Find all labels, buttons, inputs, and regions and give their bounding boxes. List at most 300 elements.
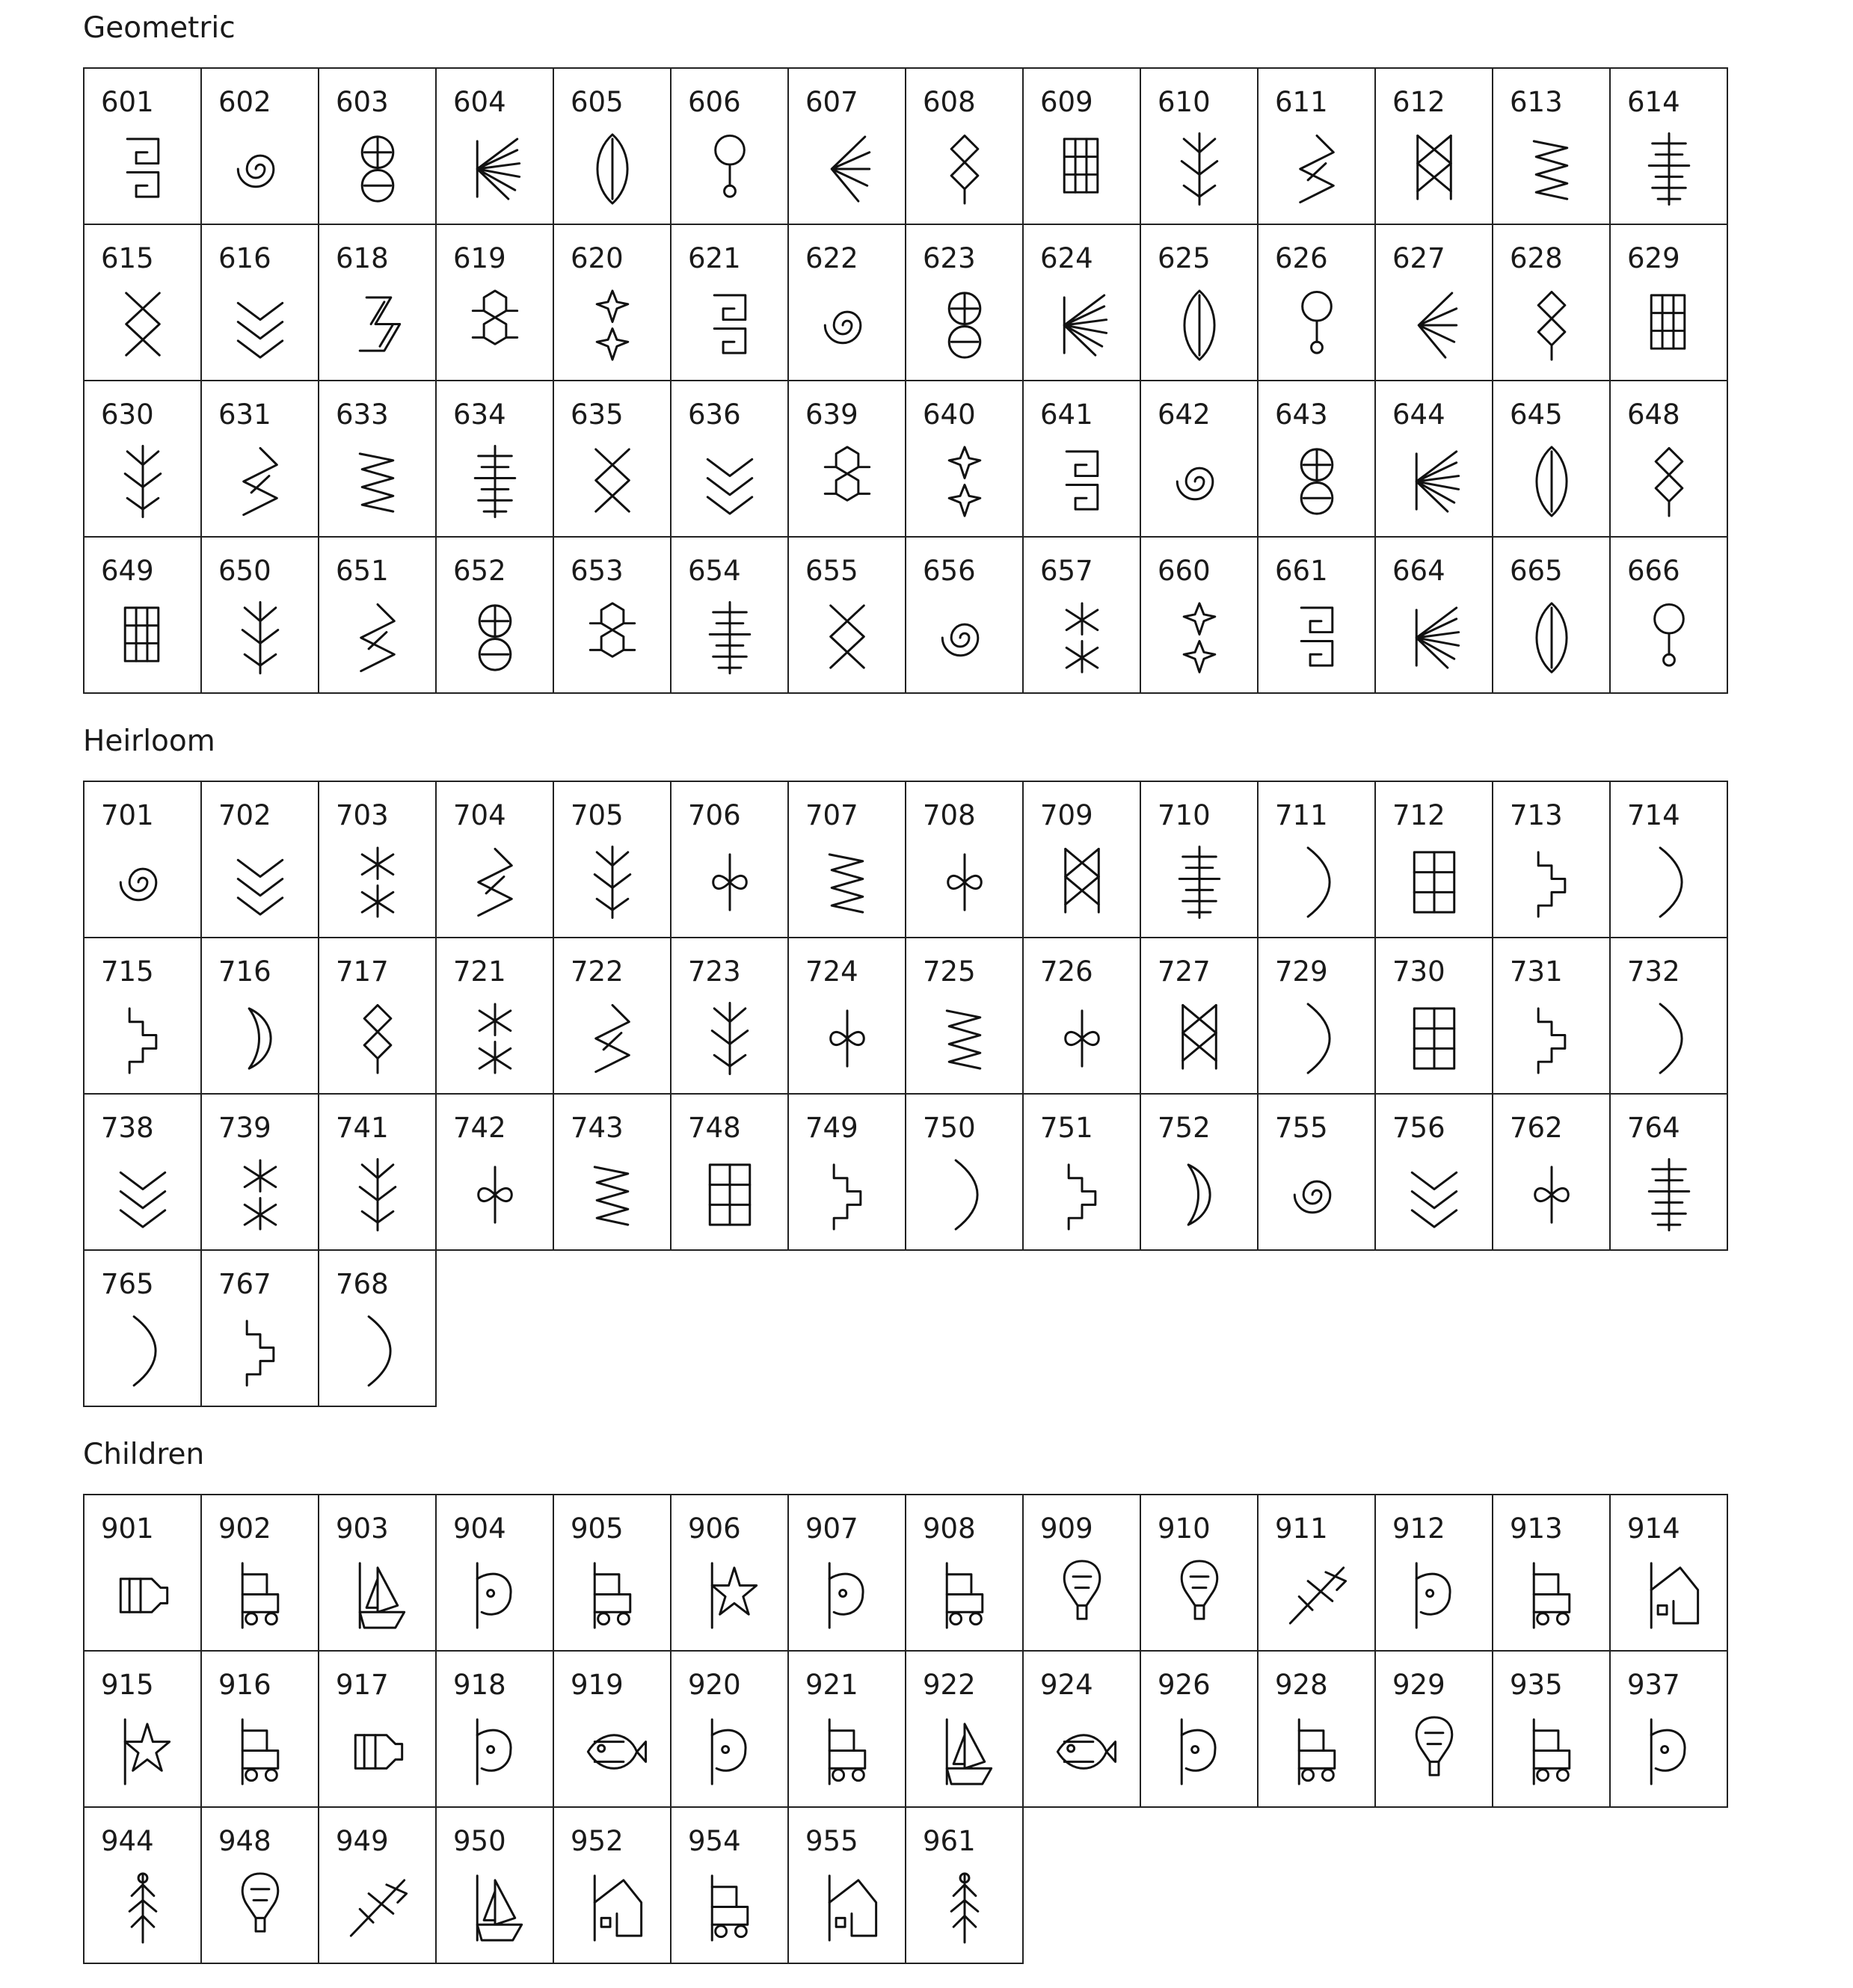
stitch-number: 722 [571, 955, 624, 988]
stitch-cell [672, 381, 789, 538]
stitch-pattern-icon [929, 1713, 1001, 1791]
stitch-cell [1376, 1652, 1493, 1808]
stitch-number: 905 [571, 1512, 624, 1545]
stitch-pattern-icon [342, 1713, 414, 1791]
stitch-cell [1024, 1095, 1141, 1251]
stitch-number: 949 [336, 1825, 389, 1857]
stitch-pattern-icon [577, 843, 648, 921]
stitch-number: 665 [1510, 555, 1563, 587]
stitch-cell [789, 69, 906, 225]
stitch-pattern-icon [1633, 130, 1705, 208]
stitch-number: 644 [1392, 398, 1445, 431]
stitch-cell [1611, 538, 1728, 694]
stitch-pattern-icon [694, 130, 766, 208]
stitch-pattern-icon [929, 130, 1001, 208]
stitch-number: 641 [1040, 398, 1093, 431]
stitch-cell [1141, 1652, 1259, 1808]
stitch-cell [1611, 381, 1728, 538]
stitch-pattern-icon [1516, 1557, 1588, 1634]
stitch-pattern-icon [1516, 286, 1588, 364]
stitch-cell [202, 1652, 319, 1808]
stitch-pattern-icon [1281, 1713, 1353, 1791]
stitch-cell [437, 1652, 554, 1808]
stitch-number: 732 [1627, 955, 1680, 988]
stitch-cell [906, 1095, 1024, 1251]
stitch-number: 920 [688, 1669, 741, 1701]
stitch-pattern-icon [694, 599, 766, 677]
stitch-cell [202, 538, 319, 694]
stitch-cell [84, 1095, 202, 1251]
stitch-cell [789, 225, 906, 381]
stitch-number: 653 [571, 555, 624, 587]
stitch-cell [1493, 938, 1611, 1095]
stitch-cell [319, 538, 437, 694]
stitch-pattern-icon [929, 443, 1001, 520]
stitch-number: 924 [1040, 1669, 1093, 1701]
stitch-number: 716 [218, 955, 271, 988]
stitch-cell [554, 381, 672, 538]
stitch-cell [1259, 225, 1376, 381]
stitch-pattern-icon [342, 1557, 414, 1634]
stitch-number: 752 [1158, 1112, 1211, 1144]
stitch-pattern-icon [224, 286, 296, 364]
stitch-pattern-icon [811, 130, 883, 208]
stitch-pattern-icon [1281, 1000, 1353, 1077]
stitch-cell [202, 782, 319, 938]
stitch-number: 701 [101, 799, 154, 831]
stitch-pattern-icon [577, 1869, 648, 1947]
stitch-cell [1376, 538, 1493, 694]
stitch-cell [906, 381, 1024, 538]
stitch-pattern-icon [577, 1557, 648, 1634]
stitch-pattern-icon [1516, 1713, 1588, 1791]
stitch-number: 935 [1510, 1669, 1563, 1701]
stitch-pattern-icon [1516, 130, 1588, 208]
stitch-number: 915 [101, 1669, 154, 1701]
stitch-grid-geometric [83, 67, 1728, 694]
stitch-cell [1141, 782, 1259, 938]
stitch-number: 603 [336, 86, 389, 118]
stitch-cell [1493, 1495, 1611, 1652]
stitch-cell [906, 1652, 1024, 1808]
stitch-cell [84, 225, 202, 381]
stitch-number: 643 [1275, 398, 1328, 431]
section-title-heirloom: Heirloom [83, 724, 215, 758]
stitch-pattern-icon [811, 286, 883, 364]
stitch-pattern-icon [1046, 843, 1118, 921]
stitch-pattern-icon [224, 130, 296, 208]
stitch-cell [1493, 381, 1611, 538]
stitch-pattern-icon [107, 130, 179, 208]
stitch-pattern-icon [1164, 1557, 1235, 1634]
stitch-number: 614 [1627, 86, 1680, 118]
stitch-number: 709 [1040, 799, 1093, 831]
stitch-number: 630 [101, 398, 154, 431]
stitch-pattern-icon [1516, 1156, 1588, 1234]
stitch-number: 739 [218, 1112, 271, 1144]
stitch-cell [437, 225, 554, 381]
stitch-pattern-icon [342, 1869, 414, 1947]
stitch-cell [1493, 69, 1611, 225]
stitch-number: 626 [1275, 242, 1328, 274]
stitch-pattern-icon [224, 1557, 296, 1634]
stitch-number: 901 [101, 1512, 154, 1545]
stitch-cell [319, 782, 437, 938]
stitch-pattern-icon [107, 843, 179, 921]
stitch-cell [1376, 381, 1493, 538]
stitch-cell [554, 538, 672, 694]
stitch-cell [84, 69, 202, 225]
stitch-number: 730 [1392, 955, 1445, 988]
stitch-number: 961 [923, 1825, 976, 1857]
stitch-pattern-icon [342, 1000, 414, 1077]
stitch-cell [906, 538, 1024, 694]
stitch-cell [1024, 381, 1141, 538]
stitch-pattern-icon [342, 843, 414, 921]
stitch-cell [906, 1495, 1024, 1652]
stitch-number: 912 [1392, 1512, 1445, 1545]
stitch-number: 619 [453, 242, 506, 274]
stitch-pattern-icon [107, 1869, 179, 1947]
stitch-pattern-icon [694, 1713, 766, 1791]
stitch-cell [202, 381, 319, 538]
stitch-pattern-icon [811, 1713, 883, 1791]
stitch-pattern-icon [107, 1312, 179, 1390]
stitch-cell [1611, 782, 1728, 938]
stitch-cell [202, 225, 319, 381]
stitch-number: 748 [688, 1112, 741, 1144]
stitch-cell [202, 1495, 319, 1652]
stitch-cell [1376, 1495, 1493, 1652]
stitch-number: 664 [1392, 555, 1445, 587]
stitch-pattern-icon [1633, 1156, 1705, 1234]
stitch-pattern-icon [1164, 443, 1235, 520]
stitch-cell [319, 1495, 437, 1652]
stitch-cell [202, 69, 319, 225]
stitch-cell [1024, 1652, 1141, 1808]
stitch-pattern-icon [694, 843, 766, 921]
stitch-number: 704 [453, 799, 506, 831]
stitch-number: 642 [1158, 398, 1211, 431]
stitch-number: 929 [1392, 1669, 1445, 1701]
stitch-cell [906, 1808, 1024, 1964]
stitch-pattern-icon [107, 1713, 179, 1791]
stitch-cell [319, 938, 437, 1095]
stitch-cell [437, 538, 554, 694]
stitch-number: 727 [1158, 955, 1211, 988]
stitch-cell [1376, 1095, 1493, 1251]
stitch-number: 768 [336, 1268, 389, 1300]
stitch-cell [1024, 225, 1141, 381]
stitch-cell [1141, 69, 1259, 225]
stitch-cell [1611, 1095, 1728, 1251]
stitch-number: 743 [571, 1112, 624, 1144]
stitch-number: 908 [923, 1512, 976, 1545]
stitch-cell [672, 538, 789, 694]
stitch-number: 914 [1627, 1512, 1680, 1545]
stitch-number: 919 [571, 1669, 624, 1701]
stitch-pattern-icon [459, 1557, 531, 1634]
stitch-cell [1493, 225, 1611, 381]
stitch-number: 633 [336, 398, 389, 431]
stitch-cell [202, 938, 319, 1095]
stitch-pattern-icon [577, 443, 648, 520]
stitch-cell [1024, 538, 1141, 694]
stitch-cell [1493, 1095, 1611, 1251]
stitch-pattern-icon [1164, 286, 1235, 364]
stitch-cell [789, 1652, 906, 1808]
stitch-cell [319, 1808, 437, 1964]
stitch-number: 711 [1275, 799, 1328, 831]
stitch-cell [1259, 1095, 1376, 1251]
stitch-number: 904 [453, 1512, 506, 1545]
stitch-pattern-icon [1398, 286, 1470, 364]
stitch-number: 911 [1275, 1512, 1328, 1545]
stitch-cell [1259, 538, 1376, 694]
stitch-number: 916 [218, 1669, 271, 1701]
stitch-pattern-icon [459, 843, 531, 921]
stitch-pattern-icon [1281, 1156, 1353, 1234]
stitch-cell [554, 1808, 672, 1964]
stitch-number: 906 [688, 1512, 741, 1545]
stitch-pattern-icon [1046, 286, 1118, 364]
stitch-cell [1611, 225, 1728, 381]
stitch-pattern-icon [1398, 443, 1470, 520]
stitch-pattern-icon [1516, 599, 1588, 677]
stitch-number: 624 [1040, 242, 1093, 274]
stitch-cell [906, 782, 1024, 938]
stitch-cell [1141, 938, 1259, 1095]
stitch-pattern-icon [459, 286, 531, 364]
stitch-number: 611 [1275, 86, 1328, 118]
stitch-cell [1493, 1652, 1611, 1808]
stitch-pattern-icon [1633, 843, 1705, 921]
stitch-number: 654 [688, 555, 741, 587]
stitch-cell [1376, 69, 1493, 225]
stitch-pattern-icon [577, 1713, 648, 1791]
stitch-cell [1024, 782, 1141, 938]
stitch-pattern-icon [459, 443, 531, 520]
stitch-number: 950 [453, 1825, 506, 1857]
stitch-pattern-icon [1398, 1156, 1470, 1234]
stitch-pattern-icon [1398, 1000, 1470, 1077]
stitch-number: 702 [218, 799, 271, 831]
stitch-cell [789, 1495, 906, 1652]
stitch-number: 639 [805, 398, 858, 431]
stitch-cell [84, 1251, 202, 1407]
stitch-pattern-icon [1516, 1000, 1588, 1077]
stitch-pattern-icon [1281, 1557, 1353, 1634]
stitch-number: 606 [688, 86, 741, 118]
stitch-cell [554, 225, 672, 381]
stitch-pattern-icon [224, 1000, 296, 1077]
stitch-number: 636 [688, 398, 741, 431]
stitch-number: 656 [923, 555, 976, 587]
stitch-number: 907 [805, 1512, 858, 1545]
stitch-pattern-icon [1164, 130, 1235, 208]
stitch-cell [672, 782, 789, 938]
stitch-number: 610 [1158, 86, 1211, 118]
stitch-pattern-icon [1164, 843, 1235, 921]
stitch-number: 756 [1392, 1112, 1445, 1144]
stitch-pattern-icon [929, 843, 1001, 921]
stitch-grid-heirloom [83, 781, 1728, 1407]
stitch-cell [319, 225, 437, 381]
stitch-cell [789, 1095, 906, 1251]
stitch-pattern-icon [224, 1312, 296, 1390]
stitch-pattern-icon [459, 1869, 531, 1947]
stitch-pattern-icon [107, 1156, 179, 1234]
stitch-pattern-icon [342, 130, 414, 208]
stitch-pattern-icon [1164, 599, 1235, 677]
stitch-number: 764 [1627, 1112, 1680, 1144]
stitch-cell [1141, 1495, 1259, 1652]
stitch-number: 726 [1040, 955, 1093, 988]
stitch-number: 713 [1510, 799, 1563, 831]
stitch-number: 755 [1275, 1112, 1328, 1144]
stitch-number: 710 [1158, 799, 1211, 831]
stitch-pattern-icon [577, 1156, 648, 1234]
stitch-number: 954 [688, 1825, 741, 1857]
stitch-pattern-icon [224, 443, 296, 520]
stitch-number: 742 [453, 1112, 506, 1144]
stitch-pattern-icon [1516, 843, 1588, 921]
stitch-pattern-icon [577, 130, 648, 208]
stitch-pattern-icon [1281, 599, 1353, 677]
stitch-pattern-icon [577, 1000, 648, 1077]
stitch-pattern-icon [1633, 1713, 1705, 1791]
stitch-cell [84, 1652, 202, 1808]
stitch-pattern-icon [929, 1557, 1001, 1634]
stitch-cell [202, 1095, 319, 1251]
stitch-cell [1024, 1495, 1141, 1652]
stitch-pattern-icon [577, 286, 648, 364]
stitch-pattern-icon [459, 1156, 531, 1234]
stitch-cell [1259, 69, 1376, 225]
stitch-pattern-icon [929, 1869, 1001, 1947]
stitch-cell [1376, 938, 1493, 1095]
stitch-cell [437, 1095, 554, 1251]
stitch-pattern-icon [1046, 1557, 1118, 1634]
stitch-cell [1141, 225, 1259, 381]
stitch-cell [1376, 225, 1493, 381]
stitch-pattern-icon [694, 1869, 766, 1947]
stitch-pattern-icon [342, 1312, 414, 1390]
stitch-number: 910 [1158, 1512, 1211, 1545]
stitch-pattern-icon [1281, 286, 1353, 364]
stitch-cell [84, 1808, 202, 1964]
stitch-number: 608 [923, 86, 976, 118]
stitch-number: 917 [336, 1669, 389, 1701]
stitch-number: 621 [688, 242, 741, 274]
stitch-pattern-icon [1046, 1713, 1118, 1791]
stitch-number: 634 [453, 398, 506, 431]
stitch-cell [1259, 938, 1376, 1095]
stitch-cell [789, 381, 906, 538]
stitch-number: 926 [1158, 1669, 1211, 1701]
stitch-number: 948 [218, 1825, 271, 1857]
stitch-cell [1259, 782, 1376, 938]
stitch-cell [554, 1652, 672, 1808]
stitch-number: 615 [101, 242, 154, 274]
stitch-cell [202, 1808, 319, 1964]
stitch-number: 913 [1510, 1512, 1563, 1545]
stitch-number: 628 [1510, 242, 1563, 274]
stitch-number: 651 [336, 555, 389, 587]
stitch-cell [1259, 381, 1376, 538]
stitch-number: 903 [336, 1512, 389, 1545]
stitch-number: 712 [1392, 799, 1445, 831]
stitch-pattern-icon [1633, 286, 1705, 364]
stitch-cell [906, 69, 1024, 225]
stitch-number: 655 [805, 555, 858, 587]
stitch-number: 703 [336, 799, 389, 831]
stitch-pattern-icon [459, 1000, 531, 1077]
stitch-grid-children [83, 1494, 1728, 1964]
stitch-number: 750 [923, 1112, 976, 1144]
stitch-cell [672, 1808, 789, 1964]
stitch-pattern-icon [342, 286, 414, 364]
stitch-number: 645 [1510, 398, 1563, 431]
stitch-number: 937 [1627, 1669, 1680, 1701]
stitch-number: 629 [1627, 242, 1680, 274]
stitch-pattern-icon [694, 286, 766, 364]
stitch-pattern-icon [1046, 599, 1118, 677]
stitch-cell [789, 1808, 906, 1964]
stitch-pattern-icon [1398, 1713, 1470, 1791]
stitch-number: 622 [805, 242, 858, 274]
stitch-cell [1611, 1652, 1728, 1808]
stitch-number: 604 [453, 86, 506, 118]
stitch-cell [1024, 938, 1141, 1095]
stitch-pattern-icon [929, 1000, 1001, 1077]
stitch-pattern-icon [1046, 443, 1118, 520]
stitch-number: 723 [688, 955, 741, 988]
stitch-pattern-icon [1516, 443, 1588, 520]
stitch-number: 613 [1510, 86, 1563, 118]
stitch-number: 721 [453, 955, 506, 988]
stitch-number: 767 [218, 1268, 271, 1300]
stitch-pattern-icon [224, 1156, 296, 1234]
stitch-cell [1024, 69, 1141, 225]
stitch-pattern-icon [811, 443, 883, 520]
stitch-cell [84, 1495, 202, 1652]
stitch-number: 729 [1275, 955, 1328, 988]
stitch-cell [1611, 1495, 1728, 1652]
stitch-pattern-icon [224, 843, 296, 921]
stitch-number: 918 [453, 1669, 506, 1701]
stitch-number: 714 [1627, 799, 1680, 831]
stitch-pattern-icon [929, 599, 1001, 677]
stitch-cell [672, 225, 789, 381]
stitch-number: 731 [1510, 955, 1563, 988]
stitch-number: 725 [923, 955, 976, 988]
stitch-cell [1611, 938, 1728, 1095]
stitch-pattern-icon [811, 843, 883, 921]
stitch-pattern-icon [694, 1156, 766, 1234]
stitch-cell [437, 381, 554, 538]
stitch-pattern-icon [811, 1000, 883, 1077]
stitch-cell [437, 69, 554, 225]
stitch-pattern-icon [107, 599, 179, 677]
stitch-number: 705 [571, 799, 624, 831]
stitch-pattern-icon [1164, 1713, 1235, 1791]
stitch-cell [319, 69, 437, 225]
stitch-number: 601 [101, 86, 154, 118]
stitch-number: 952 [571, 1825, 624, 1857]
stitch-pattern-icon [694, 1557, 766, 1634]
stitch-number: 762 [1510, 1112, 1563, 1144]
